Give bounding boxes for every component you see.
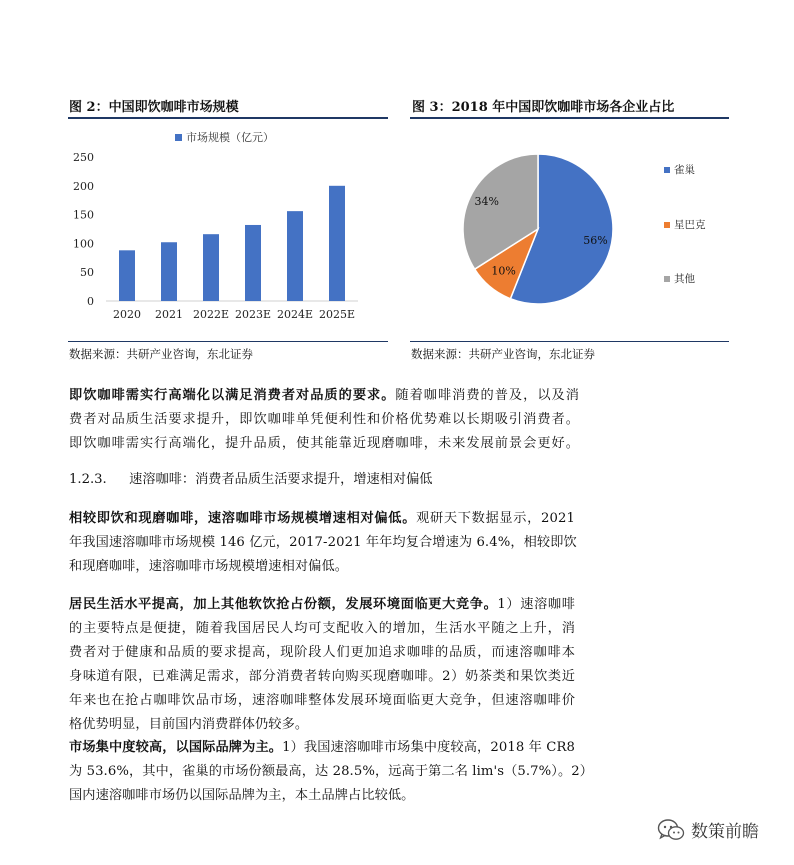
pie-value-label: 34% <box>474 194 499 208</box>
bar-x-tick-label: 2022E <box>192 308 230 321</box>
bar-2022E <box>203 234 219 301</box>
figure3-top-rule <box>410 117 729 119</box>
bar-2023E <box>245 225 261 301</box>
para4-line2: 为 53.6%，其中，雀巢的市场份额最高，达 28.5%，远高于第二名 lim's（5.7%）。2） <box>69 764 594 779</box>
para3-line6: 格优势明显，目前国内消费群体仍较多。 <box>69 717 309 732</box>
para3-lead: 居民生活水平提高，加上其他软饮抢占份额，发展环境面临更大竞争。 <box>69 597 498 612</box>
bar-x-tick-label: 2023E <box>234 308 272 321</box>
bar-chart <box>68 120 388 338</box>
para4-line1-text: 1）我国速溶咖啡市场集中度较高，2018 年 CR8 <box>282 740 575 755</box>
bar-x-tick-label: 2025E <box>318 308 356 321</box>
bar-x-tick-label: 2020 <box>113 308 141 321</box>
para1-line1 <box>69 384 579 408</box>
bar-y-tick-label: 200 <box>73 179 94 193</box>
para2-line2: 年我国速溶咖啡市场规模 146 亿元，2017-2021 年年均复合增速为 6.4%，相较即饮 <box>69 535 577 550</box>
para2-lead: 相较即饮和现磨咖啡，速溶咖啡市场规模增速相对偏低。 <box>69 511 417 526</box>
pie-legend-swatch <box>664 222 670 228</box>
para3-line1 <box>69 593 575 617</box>
figure3-title: 图 3：2018 年中国即饮咖啡市场各企业占比 <box>412 100 675 115</box>
pie-legend-swatch <box>664 167 670 173</box>
bar-y-tick-label: 250 <box>73 151 94 164</box>
para4-line3: 国内速溶咖啡市场仍以国际品牌为主，本土品牌占比较低。 <box>69 788 415 803</box>
para4-line1 <box>69 736 575 760</box>
pie-value-label: 10% <box>491 264 516 278</box>
bar-2025E <box>329 186 345 301</box>
figure2-title: 图 2：中国即饮咖啡市场规模 <box>69 100 239 115</box>
bar-y-tick-label: 150 <box>73 208 94 222</box>
para1-lead: 即饮咖啡需实行高端化以满足消费者对品质的要求。 <box>69 388 396 403</box>
paragraph-instant-growth <box>69 507 575 579</box>
para2-line1-text: 观研天下数据显示，2021 <box>416 511 575 526</box>
para2-line3: 和现磨咖啡，速溶咖啡市场规模增速相对偏低。 <box>69 559 349 574</box>
para3-line2: 的主要特点是便捷，随着我国居民人均可支配收入的增加，生活水平随之上升，消 <box>69 621 575 636</box>
wechat-icon <box>657 818 685 842</box>
para1-line1-text: 随着咖啡消费的普及，以及消 <box>395 388 579 403</box>
pie-legend-label: 星巴克 <box>674 219 706 231</box>
section-number: 1.2.3. <box>69 472 107 487</box>
pie-chart <box>410 120 729 338</box>
pie-legend-label: 雀巢 <box>674 164 695 176</box>
watermark <box>657 817 759 842</box>
figure2-bottom-rule <box>68 341 388 342</box>
bar-legend-swatch <box>175 134 182 141</box>
para3-line3: 费者对于健康和品质的要求提高，现阶段人们更加追求咖啡的品质，而速溶咖啡本 <box>69 645 575 660</box>
para4-lead: 市场集中度较高，以国际品牌为主。 <box>69 740 283 755</box>
bar-y-tick-label: 100 <box>73 237 94 251</box>
section-heading <box>69 468 432 487</box>
paragraph-ready-to-drink <box>69 384 579 456</box>
pie-value-label: 56% <box>583 233 608 247</box>
para1-line3: 即饮咖啡需实行高端化，提升品质，使其能靠近现磨咖啡，未来发展前景会更好。 <box>69 436 579 451</box>
bar-2024E <box>287 211 303 301</box>
bar-2020 <box>119 250 135 301</box>
bar-y-tick-label: 0 <box>87 295 94 308</box>
paragraph-concentration <box>69 736 594 808</box>
bar-x-tick-label: 2024E <box>276 308 314 321</box>
para1-line2: 费者对品质生活要求提升，即饮咖啡单凭便利性和价格优势难以长期吸引消费者。 <box>69 412 579 427</box>
para2-line1 <box>69 507 575 531</box>
paragraph-competition <box>69 593 575 737</box>
pie-legend-swatch <box>664 276 670 282</box>
figure2-top-rule <box>68 117 388 119</box>
watermark-text: 数策前瞻 <box>691 822 759 842</box>
pie-legend-label: 其他 <box>674 273 695 285</box>
bar-y-tick-label: 50 <box>80 266 94 280</box>
bar-2021 <box>161 242 177 301</box>
figure3-bottom-rule <box>410 341 729 342</box>
figure2-source: 数据来源：共研产业咨询，东北证券 <box>69 347 253 361</box>
para3-line4: 身味道有限，已难满足需求，部分消费者转向购买现磨咖啡。2）奶茶类和果饮类近 <box>69 669 575 684</box>
para3-line5: 年来也在抢占咖啡饮品市场，速溶咖啡整体发展环境面临更大竞争，但速溶咖啡价 <box>69 693 575 708</box>
para3-line1-text: 1）速溶咖啡 <box>497 597 575 612</box>
figure3-source: 数据来源：共研产业咨询，东北证券 <box>411 347 595 361</box>
bar-legend-label: 市场规模（亿元） <box>186 131 274 144</box>
bar-x-tick-label: 2021 <box>155 308 183 321</box>
section-title: 速溶咖啡：消费者品质生活要求提升，增速相对偏低 <box>129 472 433 487</box>
